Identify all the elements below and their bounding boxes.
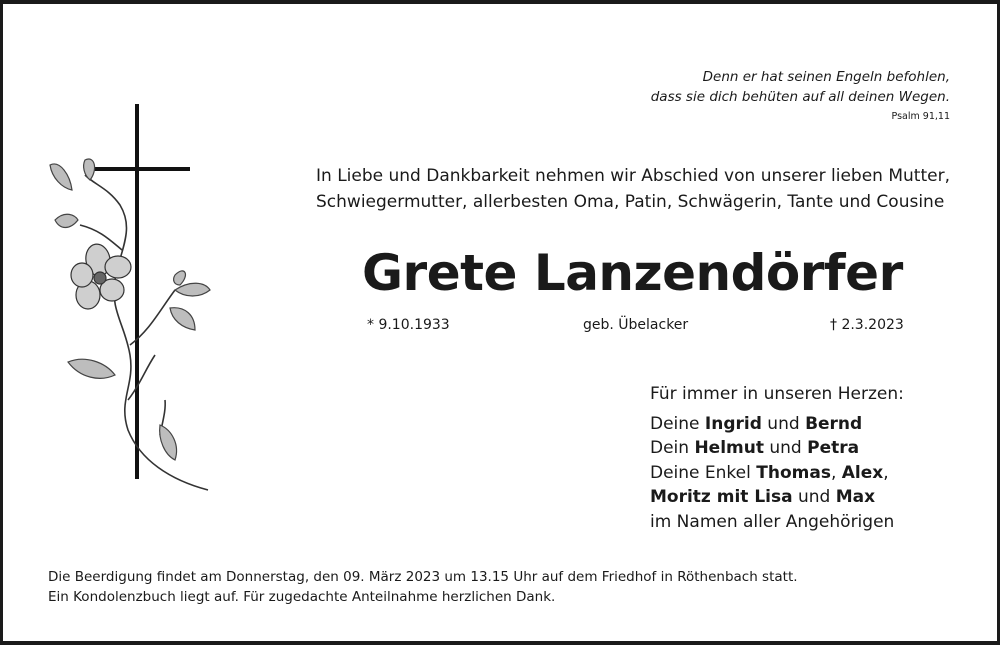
birth-date: * 9.10.1933 bbox=[367, 317, 450, 333]
family-member: Moritz mit Lisa bbox=[650, 487, 793, 507]
family-heading: Für immer in unseren Herzen: bbox=[650, 384, 904, 404]
family-line bbox=[650, 412, 904, 437]
quote-line: Denn er hat seinen Engeln befohlen, bbox=[702, 69, 950, 85]
family-text: und bbox=[761, 413, 806, 434]
flower-branch-icon bbox=[80, 175, 208, 490]
family-member: Thomas bbox=[756, 462, 831, 483]
family-member: Bernd bbox=[805, 413, 863, 434]
family-member: Ingrid bbox=[704, 413, 762, 434]
family-member: Alex bbox=[841, 462, 884, 483]
family-text: Deine Enkel bbox=[650, 462, 757, 483]
quote-line: dass sie dich behüten auf all deinen Wegen. bbox=[650, 89, 950, 105]
death-date: † 2.3.2023 bbox=[830, 317, 904, 333]
deceased-name: Grete Lanzendörfer bbox=[362, 244, 903, 302]
quote-source: Psalm 91,11 bbox=[891, 111, 950, 122]
family-text: und bbox=[763, 438, 808, 458]
funeral-info-line: Ein Kondolenzbuch liegt auf. Für zugedachte Anteilnahme herzlichen Dank. bbox=[48, 589, 556, 605]
announcement-line: In Liebe und Dankbarkeit nehmen wir Abschied von unserer lieben Mutter, bbox=[316, 166, 950, 186]
family-line: im Namen aller Angehörigen bbox=[650, 511, 895, 532]
maiden-name: geb. Übelacker bbox=[583, 317, 689, 333]
family-text: Dein bbox=[650, 438, 695, 458]
family-member: Max bbox=[835, 487, 876, 507]
cross-with-flower-illustration bbox=[40, 100, 220, 495]
family-text: , bbox=[883, 462, 889, 483]
family-mourners bbox=[650, 382, 904, 534]
announcement-text bbox=[316, 163, 950, 215]
family-text: Deine bbox=[650, 413, 705, 434]
funeral-info bbox=[48, 567, 798, 607]
family-text: und bbox=[792, 487, 836, 507]
family-member: Helmut bbox=[694, 438, 764, 458]
family-line bbox=[650, 485, 904, 510]
family-member: Petra bbox=[807, 438, 860, 458]
family-line bbox=[650, 436, 904, 461]
announcement-line: Schwiegermutter, allerbesten Oma, Patin, Schwägerin, Tante und Cousine bbox=[316, 192, 945, 212]
funeral-info-line: Die Beerdigung findet am Donnerstag, den 09. März 2023 um 13.15 Uhr auf dem Friedhof in Röthenbach statt. bbox=[48, 569, 798, 585]
leaf-icons bbox=[50, 159, 210, 460]
bible-quote bbox=[651, 67, 950, 107]
family-text: , bbox=[830, 462, 842, 483]
family-line bbox=[650, 461, 904, 486]
